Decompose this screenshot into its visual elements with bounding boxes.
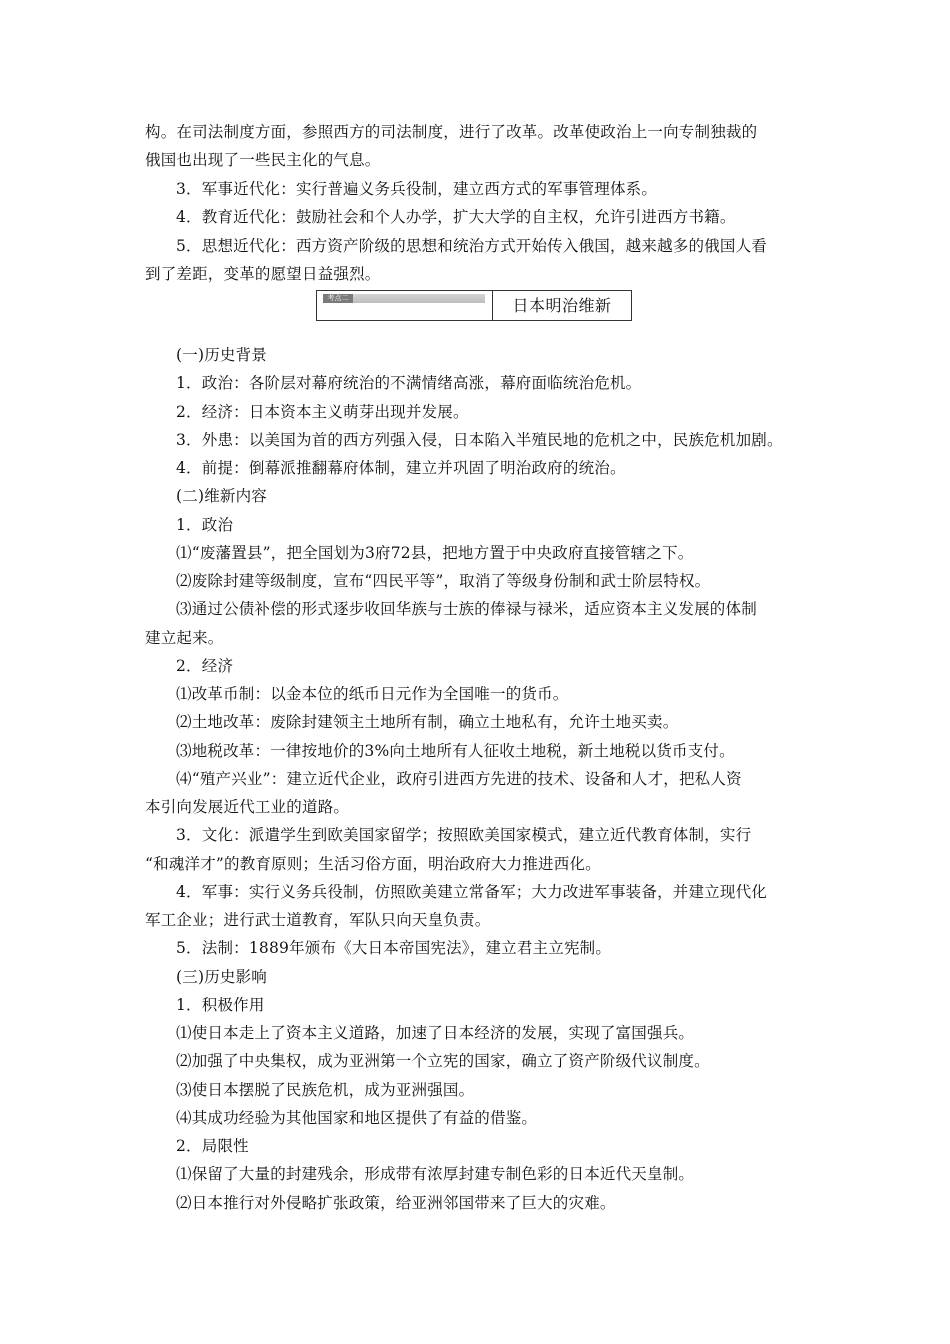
- text-line: ⑴改革币制：以金本位的纸币日元作为全国唯一的货币。: [176, 685, 569, 703]
- text-line: 军工企业；进行武士道教育，军队只向天皇负责。: [145, 911, 491, 929]
- text-line: 本引向发展近代工业的道路。: [145, 798, 350, 816]
- text-line: 4．前提：倒幕派推翻幕府体制，建立并巩固了明治政府的统治。: [176, 459, 626, 477]
- text-line: 俄国也出现了一些民主化的气息。: [145, 151, 381, 170]
- text-line: 2．经济：日本资本主义萌芽出现并发展。: [176, 402, 469, 421]
- text-line: ⑶地税改革：一律按地价的3%向土地所有人征收土地税，新土地税以货币支付。: [176, 741, 735, 760]
- text-line: 1．积极作用: [176, 995, 265, 1014]
- text-line: ⑷其成功经验为其他国家和地区提供了有益的借鉴。: [176, 1108, 538, 1127]
- text-line: 构。在司法制度方面，参照西方的司法制度，进行了改革。改革使政治上一向专制独裁的: [145, 123, 758, 141]
- text-line: ⑵土地改革：废除封建领主土地所有制，确立土地私有，允许土地买卖。: [176, 713, 679, 732]
- text-line: 1．政治：各阶层对幕府统治的不满情绪高涨，幕府面临统治危机。: [176, 374, 642, 393]
- text-line: 1．政治: [176, 515, 234, 534]
- section-title: 日本明治维新: [512, 296, 612, 315]
- text-line: ⑴使日本走上了资本主义道路，加速了日本经济的发展，实现了富国强兵。: [176, 1024, 695, 1042]
- text-line: 5．法制：1889年颁布《大日本帝国宪法》，建立君主立宪制。: [176, 939, 612, 958]
- text-line: ⑴保留了大量的封建残余，形成带有浓厚封建专制色彩的日本近代天皇制。: [176, 1165, 695, 1184]
- text-line: (一)历史背景: [176, 346, 267, 364]
- section-badge-bar: [323, 294, 485, 303]
- text-line: ⑵废除封建等级制度，宣布“四民平等”，取消了等级身份制和武士阶层特权。: [176, 572, 711, 590]
- text-line: 3．军事近代化：实行普遍义务兵役制，建立西方式的军事管理体系。: [176, 179, 658, 198]
- section-heading-box: [316, 290, 632, 321]
- text-line: (三)历史影响: [176, 967, 267, 986]
- text-line: ⑵加强了中央集权，成为亚洲第一个立宪的国家，确立了资产阶级代议制度。: [176, 1052, 710, 1071]
- text-line: 建立起来。: [145, 628, 224, 647]
- text-line: (二)维新内容: [176, 487, 267, 506]
- text-line: 2．经济: [176, 656, 234, 675]
- text-line: 3．外患：以美国为首的西方列强入侵，日本陷入半殖民地的危机之中，民族危机加剧。: [176, 430, 783, 449]
- section-badge-cell: [317, 291, 493, 320]
- text-line: ⑷“殖产兴业”：建立近代企业，政府引进西方先进的技术、设备和人才，把私人资: [176, 769, 742, 788]
- text-line: 2．局限性: [176, 1137, 249, 1155]
- section-badge-label: 考点二: [323, 294, 353, 303]
- text-line: ⑶通过公债补偿的形式逐步收回华族与士族的俸禄与禄米，适应资本主义发展的体制: [176, 600, 757, 619]
- text-line: 到了差距，变革的愿望日益强烈。: [145, 265, 381, 283]
- text-line: 4．军事：实行义务兵役制，仿照欧美建立常备军；大力改进军事装备，并建立现代化: [176, 882, 767, 901]
- text-line: 3．文化：派遣学生到欧美国家留学；按照欧美国家模式，建立近代教育体制，实行: [176, 826, 752, 845]
- text-line: “和魂洋才”的教育原则；生活习俗方面，明治政府大力推进西化。: [145, 854, 601, 873]
- text-line: ⑵日本推行对外侵略扩张政策，给亚洲邻国带来了巨大的灾难。: [176, 1193, 616, 1212]
- text-line: 4．教育近代化：鼓励社会和个人办学，扩大大学的自主权，允许引进西方书籍。: [176, 208, 736, 227]
- text-line: ⑶使日本摆脱了民族危机，成为亚洲强国。: [176, 1080, 475, 1099]
- text-line: 5．思想近代化：西方资产阶级的思想和统治方式开始传入俄国，越来越多的俄国人看: [176, 236, 767, 255]
- text-line: ⑴“废藩置县”，把全国划为3府72县，把地方置于中央政府直接管辖之下。: [176, 543, 694, 562]
